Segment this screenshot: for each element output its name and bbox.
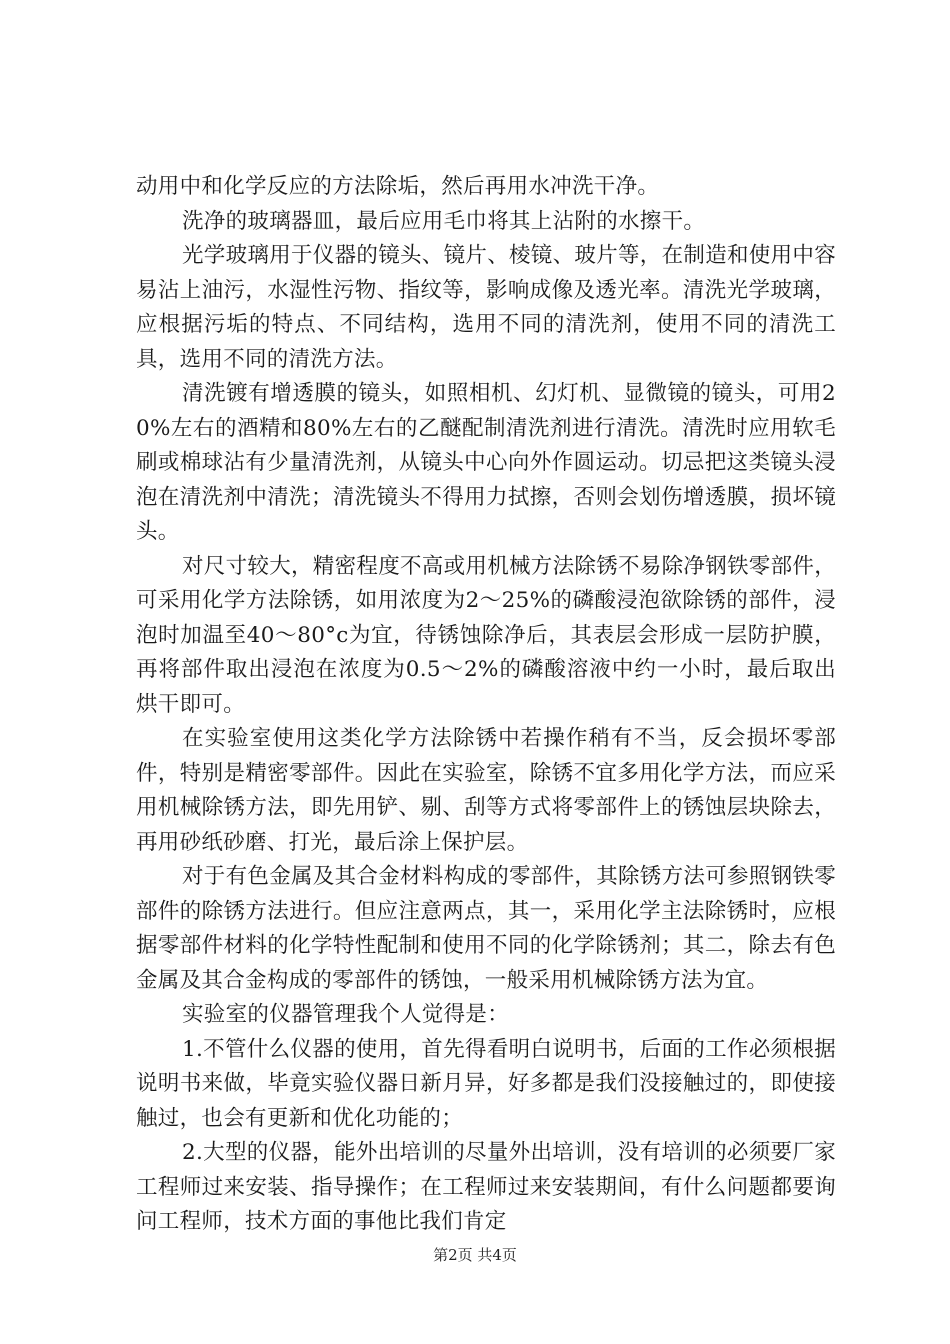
page-footer (0, 1245, 950, 1265)
paragraph: 光学玻璃用于仪器的镜头、镜片、棱镜、玻片等，在制造和使用中容易沾上油污，水湿性污物、指纹等，影响成像及透光率。清洗光学玻璃，应根据污垢的特点、不同结构，选用不同的清洗剂，使用不同的清洗工具，选用不同的清洗方法。 (136, 243, 837, 372)
paragraph: 洗净的玻璃器皿，最后应用毛巾将其上沾附的水擦干。 (182, 208, 706, 234)
paragraph: 2.大型的仪器，能外出培训的尽量外出培训，没有培训的必须要厂家工程师过来安装、指导操作；在工程师过来安装期间，有什么问题都要询问工程师，技术方面的事他比我们肯定 (136, 1140, 836, 1234)
paragraph: 清洗镀有增透膜的镜头，如照相机、幻灯机、显微镜的镜头，可用20%左右的酒精和80%左右的乙醚配制清洗剂进行清洗。清洗时应用软毛刷或棉球沾有少量清洗剂，从镜头中心向外作圆运动。切忌把这类镜头浸泡在清洗剂中清洗；清洗镜头不得用力拭擦，否则会划伤增透膜，损坏镜头。 (136, 381, 836, 544)
paragraph: 1.不管什么仪器的使用，首先得看明白说明书，后面的工作必须根据说明书来做，毕竟实验仪器日新月异，好多都是我们没接触过的，即使接触过，也会有更新和优化功能的； (136, 1036, 836, 1131)
paragraph: 实验室的仪器管理我个人觉得是： (182, 1002, 510, 1027)
body-text (136, 170, 836, 1240)
paragraph: 对尺寸较大，精密程度不高或用机械方法除锈不易除净钢铁零部件，可采用化学方法除锈，如用浓度为2～25%的磷酸浸泡欲除锈的部件，浸泡时加温至40～80°c为宜，待锈蚀除净后，其表层会形成一层防护膜，再将部件取出浸泡在浓度为0.5～2%的磷酸溶液中约一小时，最后取出烘干即可。 (136, 553, 837, 717)
paragraph: 动用中和化学反应的方法除垢，然后再用水冲洗干净。 (136, 174, 660, 199)
paragraph: 在实验室使用这类化学方法除锈中若操作稍有不当，反会损坏零部件，特别是精密零部件。因此在实验室，除锈不宜多用化学方法，而应采用机械除锈方法，即先用铲、剔、刮等方式将零部件上的锈蚀层块除去，再用砂纸砂磨、打光，最后涂上保护层。 (136, 726, 836, 855)
paragraph: 对于有色金属及其合金材料构成的零部件，其除锈方法可参照钢铁零部件的除锈方法进行。但应注意两点，其一，采用化学主法除锈时，应根据零部件材料的化学特性配制和使用不同的化学除锈剂；其二，除去有色金属及其合金构成的零部件的锈蚀，一般采用机械除锈方法为宜。 (136, 864, 837, 993)
page-number: 第2页 共4页 (433, 1246, 517, 1264)
